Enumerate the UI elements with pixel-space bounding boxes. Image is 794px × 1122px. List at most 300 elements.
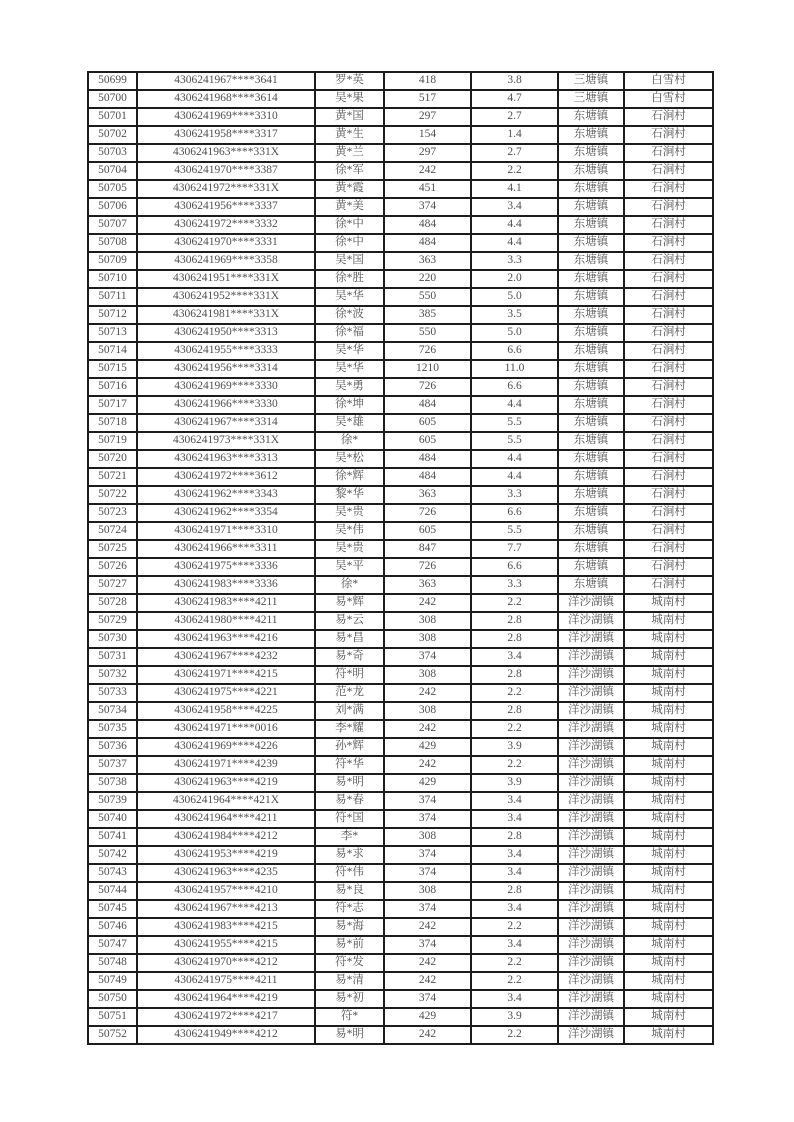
table-row xyxy=(88,846,713,864)
table-cell: 石涧村 xyxy=(624,432,713,450)
table-cell: 城南村 xyxy=(624,810,713,828)
table-cell: 洋沙湖镇 xyxy=(558,702,624,720)
table-cell: 3.4 xyxy=(471,648,558,666)
table-cell: 城南村 xyxy=(624,882,713,900)
table-cell: 4306241963****4216 xyxy=(137,630,315,648)
table-cell: 吴*雄 xyxy=(315,414,384,432)
table-cell: 黎*华 xyxy=(315,486,384,504)
table-cell: 50727 xyxy=(88,576,137,594)
table-cell: 550 xyxy=(384,288,471,306)
table-row xyxy=(88,954,713,972)
table-cell: 385 xyxy=(384,306,471,324)
table-cell: 242 xyxy=(384,594,471,612)
table-cell: 城南村 xyxy=(624,954,713,972)
table-cell: 东塘镇 xyxy=(558,144,624,162)
table-cell: 洋沙湖镇 xyxy=(558,954,624,972)
table-cell: 东塘镇 xyxy=(558,252,624,270)
table-cell: 3.4 xyxy=(471,810,558,828)
table-cell: 242 xyxy=(384,1026,471,1044)
table-row xyxy=(88,342,713,360)
table-cell: 东塘镇 xyxy=(558,360,624,378)
table-cell: 4306241983****4215 xyxy=(137,918,315,936)
table-cell: 吴*伟 xyxy=(315,522,384,540)
table-cell: 4306241973****331X xyxy=(137,432,315,450)
table-cell: 吴*果 xyxy=(315,90,384,108)
table-cell: 50742 xyxy=(88,846,137,864)
table-row xyxy=(88,666,713,684)
table-cell: 石涧村 xyxy=(624,144,713,162)
table-cell: 374 xyxy=(384,648,471,666)
table-cell: 4306241967****4232 xyxy=(137,648,315,666)
table-row xyxy=(88,108,713,126)
table-row xyxy=(88,702,713,720)
table-cell: 城南村 xyxy=(624,846,713,864)
table-cell: 50745 xyxy=(88,900,137,918)
table-cell: 2.2 xyxy=(471,972,558,990)
table-cell: 石涧村 xyxy=(624,414,713,432)
table-cell: 刘*满 xyxy=(315,702,384,720)
table-cell: 4.4 xyxy=(471,450,558,468)
table-cell: 吴*勇 xyxy=(315,378,384,396)
table-cell: 50733 xyxy=(88,684,137,702)
table-row xyxy=(88,612,713,630)
table-cell: 50738 xyxy=(88,774,137,792)
table-cell: 易*辉 xyxy=(315,594,384,612)
records-table-body xyxy=(88,72,713,1044)
table-cell: 2.7 xyxy=(471,144,558,162)
table-cell: 4306241967****4213 xyxy=(137,900,315,918)
table-cell: 363 xyxy=(384,252,471,270)
table-row xyxy=(88,216,713,234)
table-cell: 242 xyxy=(384,954,471,972)
table-cell: 洋沙湖镇 xyxy=(558,648,624,666)
table-cell: 429 xyxy=(384,1008,471,1026)
table-cell: 3.8 xyxy=(471,72,558,90)
table-row xyxy=(88,432,713,450)
table-cell: 3.4 xyxy=(471,846,558,864)
table-row xyxy=(88,990,713,1008)
table-cell: 石涧村 xyxy=(624,360,713,378)
table-row xyxy=(88,882,713,900)
table-cell: 2.2 xyxy=(471,162,558,180)
table-cell: 50709 xyxy=(88,252,137,270)
table-cell: 2.2 xyxy=(471,756,558,774)
table-cell: 50744 xyxy=(88,882,137,900)
table-cell: 50729 xyxy=(88,612,137,630)
table-cell: 4306241972****4217 xyxy=(137,1008,315,1026)
table-cell: 东塘镇 xyxy=(558,234,624,252)
table-cell: 484 xyxy=(384,450,471,468)
table-cell: 4306241949****4212 xyxy=(137,1026,315,1044)
table-cell: 石涧村 xyxy=(624,108,713,126)
table-row xyxy=(88,126,713,144)
table-cell: 50719 xyxy=(88,432,137,450)
table-row xyxy=(88,306,713,324)
table-cell: 4306241958****3317 xyxy=(137,126,315,144)
table-cell: 308 xyxy=(384,630,471,648)
table-cell: 605 xyxy=(384,414,471,432)
table-cell: 东塘镇 xyxy=(558,378,624,396)
table-cell: 石涧村 xyxy=(624,126,713,144)
table-cell: 4306241956****3337 xyxy=(137,198,315,216)
table-cell: 东塘镇 xyxy=(558,342,624,360)
table-cell: 易*奇 xyxy=(315,648,384,666)
table-cell: 4306241975****4211 xyxy=(137,972,315,990)
table-row xyxy=(88,720,713,738)
table-cell: 484 xyxy=(384,396,471,414)
table-cell: 城南村 xyxy=(624,702,713,720)
table-cell: 363 xyxy=(384,486,471,504)
table-cell: 4306241964****4219 xyxy=(137,990,315,1008)
table-cell: 4306241963****331X xyxy=(137,144,315,162)
table-cell: 4306241966****3330 xyxy=(137,396,315,414)
table-row xyxy=(88,252,713,270)
table-cell: 2.8 xyxy=(471,828,558,846)
table-cell: 4306241969****3330 xyxy=(137,378,315,396)
table-cell: 徐*坤 xyxy=(315,396,384,414)
table-cell: 4.4 xyxy=(471,234,558,252)
table-cell: 484 xyxy=(384,216,471,234)
table-cell: 3.9 xyxy=(471,774,558,792)
table-cell: 50703 xyxy=(88,144,137,162)
table-cell: 4306241970****3331 xyxy=(137,234,315,252)
table-cell: 429 xyxy=(384,738,471,756)
table-cell: 3.5 xyxy=(471,306,558,324)
table-cell: 50752 xyxy=(88,1026,137,1044)
table-cell: 易*海 xyxy=(315,918,384,936)
table-row xyxy=(88,414,713,432)
table-cell: 50708 xyxy=(88,234,137,252)
table-cell: 50706 xyxy=(88,198,137,216)
table-cell: 1210 xyxy=(384,360,471,378)
table-cell: 605 xyxy=(384,432,471,450)
table-cell: 城南村 xyxy=(624,612,713,630)
table-cell: 6.6 xyxy=(471,378,558,396)
table-cell: 50718 xyxy=(88,414,137,432)
table-row xyxy=(88,774,713,792)
table-row xyxy=(88,972,713,990)
table-cell: 城南村 xyxy=(624,666,713,684)
table-cell: 东塘镇 xyxy=(558,108,624,126)
table-cell: 城南村 xyxy=(624,792,713,810)
table-cell: 4306241967****3314 xyxy=(137,414,315,432)
table-cell: 4.7 xyxy=(471,90,558,108)
table-cell: 4306241981****331X xyxy=(137,306,315,324)
table-cell: 3.9 xyxy=(471,738,558,756)
table-cell: 东塘镇 xyxy=(558,504,624,522)
table-cell: 3.9 xyxy=(471,1008,558,1026)
table-cell: 50711 xyxy=(88,288,137,306)
table-cell: 东塘镇 xyxy=(558,558,624,576)
table-row xyxy=(88,558,713,576)
table-cell: 6.6 xyxy=(471,342,558,360)
table-cell: 50699 xyxy=(88,72,137,90)
table-cell: 符*国 xyxy=(315,810,384,828)
table-cell: 石涧村 xyxy=(624,378,713,396)
table-cell: 4306241980****4211 xyxy=(137,612,315,630)
table-row xyxy=(88,648,713,666)
table-cell: 50741 xyxy=(88,828,137,846)
table-row xyxy=(88,234,713,252)
table-cell: 726 xyxy=(384,504,471,522)
table-cell: 4.4 xyxy=(471,468,558,486)
table-cell: 吴*国 xyxy=(315,252,384,270)
table-cell: 东塘镇 xyxy=(558,162,624,180)
table-row xyxy=(88,180,713,198)
table-cell: 726 xyxy=(384,378,471,396)
table-cell: 城南村 xyxy=(624,990,713,1008)
table-cell: 297 xyxy=(384,144,471,162)
table-cell: 4306241972****3612 xyxy=(137,468,315,486)
table-cell: 黄*霞 xyxy=(315,180,384,198)
table-row xyxy=(88,288,713,306)
table-cell: 城南村 xyxy=(624,1026,713,1044)
table-cell: 4306241975****3336 xyxy=(137,558,315,576)
table-row xyxy=(88,900,713,918)
table-cell: 石涧村 xyxy=(624,288,713,306)
table-cell: 符*伟 xyxy=(315,864,384,882)
table-row xyxy=(88,396,713,414)
table-cell: 2.2 xyxy=(471,954,558,972)
table-cell: 东塘镇 xyxy=(558,126,624,144)
table-cell: 4306241956****3314 xyxy=(137,360,315,378)
table-row xyxy=(88,486,713,504)
table-cell: 符*华 xyxy=(315,756,384,774)
table-cell: 城南村 xyxy=(624,684,713,702)
table-cell: 徐*胜 xyxy=(315,270,384,288)
table-cell: 东塘镇 xyxy=(558,540,624,558)
table-cell: 黄*生 xyxy=(315,126,384,144)
table-cell: 374 xyxy=(384,792,471,810)
table-cell: 50702 xyxy=(88,126,137,144)
table-cell: 242 xyxy=(384,720,471,738)
table-cell: 东塘镇 xyxy=(558,486,624,504)
table-cell: 东塘镇 xyxy=(558,450,624,468)
table-cell: 城南村 xyxy=(624,918,713,936)
table-row xyxy=(88,576,713,594)
table-cell: 东塘镇 xyxy=(558,414,624,432)
table-cell: 石涧村 xyxy=(624,396,713,414)
table-cell: 吴*贵 xyxy=(315,504,384,522)
table-row xyxy=(88,828,713,846)
table-cell: 451 xyxy=(384,180,471,198)
table-cell: 2.7 xyxy=(471,108,558,126)
table-row xyxy=(88,936,713,954)
table-cell: 374 xyxy=(384,900,471,918)
table-cell: 242 xyxy=(384,756,471,774)
table-cell: 符*明 xyxy=(315,666,384,684)
table-cell: 2.8 xyxy=(471,612,558,630)
table-cell: 吴*贵 xyxy=(315,540,384,558)
table-cell: 50721 xyxy=(88,468,137,486)
table-cell: 50722 xyxy=(88,486,137,504)
table-cell: 东塘镇 xyxy=(558,288,624,306)
table-cell: 城南村 xyxy=(624,1008,713,1026)
table-cell: 李* xyxy=(315,828,384,846)
table-cell: 石涧村 xyxy=(624,504,713,522)
table-cell: 3.4 xyxy=(471,990,558,1008)
table-cell: 东塘镇 xyxy=(558,576,624,594)
table-cell: 5.5 xyxy=(471,432,558,450)
table-cell: 符* xyxy=(315,1008,384,1026)
table-cell: 50747 xyxy=(88,936,137,954)
table-cell: 石涧村 xyxy=(624,234,713,252)
table-cell: 城南村 xyxy=(624,864,713,882)
table-cell: 50730 xyxy=(88,630,137,648)
table-cell: 洋沙湖镇 xyxy=(558,612,624,630)
table-cell: 726 xyxy=(384,558,471,576)
table-cell: 374 xyxy=(384,846,471,864)
table-cell: 洋沙湖镇 xyxy=(558,990,624,1008)
table-cell: 石涧村 xyxy=(624,540,713,558)
table-cell: 308 xyxy=(384,882,471,900)
table-cell: 4306241962****3354 xyxy=(137,504,315,522)
table-cell: 484 xyxy=(384,234,471,252)
table-cell: 白雪村 xyxy=(624,90,713,108)
table-cell: 3.3 xyxy=(471,252,558,270)
table-cell: 城南村 xyxy=(624,720,713,738)
table-cell: 4306241969****3310 xyxy=(137,108,315,126)
table-cell: 4.4 xyxy=(471,216,558,234)
table-row xyxy=(88,198,713,216)
table-cell: 徐*波 xyxy=(315,306,384,324)
table-cell: 黄*美 xyxy=(315,198,384,216)
table-cell: 3.3 xyxy=(471,576,558,594)
table-cell: 50749 xyxy=(88,972,137,990)
table-cell: 洋沙湖镇 xyxy=(558,594,624,612)
table-cell: 11.0 xyxy=(471,360,558,378)
table-cell: 242 xyxy=(384,918,471,936)
table-cell: 城南村 xyxy=(624,972,713,990)
table-cell: 4306241975****4221 xyxy=(137,684,315,702)
table-cell: 4306241951****331X xyxy=(137,270,315,288)
table-cell: 易*清 xyxy=(315,972,384,990)
table-cell: 4306241963****4235 xyxy=(137,864,315,882)
table-row xyxy=(88,450,713,468)
table-cell: 洋沙湖镇 xyxy=(558,810,624,828)
table-cell: 4306241955****4215 xyxy=(137,936,315,954)
table-row xyxy=(88,468,713,486)
table-cell: 洋沙湖镇 xyxy=(558,774,624,792)
table-cell: 4306241958****4225 xyxy=(137,702,315,720)
table-cell: 429 xyxy=(384,774,471,792)
table-cell: 易*云 xyxy=(315,612,384,630)
table-cell: 2.8 xyxy=(471,666,558,684)
table-cell: 石涧村 xyxy=(624,486,713,504)
table-cell: 2.2 xyxy=(471,1026,558,1044)
table-cell: 易*求 xyxy=(315,846,384,864)
table-cell: 242 xyxy=(384,684,471,702)
table-cell: 4306241971****4239 xyxy=(137,756,315,774)
table-cell: 242 xyxy=(384,162,471,180)
table-cell: 4306241957****4210 xyxy=(137,882,315,900)
table-cell: 50748 xyxy=(88,954,137,972)
table-cell: 50716 xyxy=(88,378,137,396)
table-cell: 50707 xyxy=(88,216,137,234)
table-row xyxy=(88,270,713,288)
table-cell: 50736 xyxy=(88,738,137,756)
table-cell: 4306241970****3387 xyxy=(137,162,315,180)
table-cell: 石涧村 xyxy=(624,324,713,342)
table-cell: 50710 xyxy=(88,270,137,288)
table-row xyxy=(88,540,713,558)
table-cell: 50739 xyxy=(88,792,137,810)
table-cell: 50732 xyxy=(88,666,137,684)
table-cell: 2.8 xyxy=(471,882,558,900)
table-cell: 符*发 xyxy=(315,954,384,972)
table-cell: 50715 xyxy=(88,360,137,378)
table-cell: 东塘镇 xyxy=(558,432,624,450)
table-cell: 50723 xyxy=(88,504,137,522)
table-cell: 石涧村 xyxy=(624,216,713,234)
table-cell: 4306241971****3310 xyxy=(137,522,315,540)
table-cell: 东塘镇 xyxy=(558,522,624,540)
table-cell: 50714 xyxy=(88,342,137,360)
table-cell: 徐* xyxy=(315,576,384,594)
table-cell: 罗*英 xyxy=(315,72,384,90)
table-cell: 石涧村 xyxy=(624,162,713,180)
table-cell: 4.4 xyxy=(471,396,558,414)
table-cell: 50735 xyxy=(88,720,137,738)
table-cell: 洋沙湖镇 xyxy=(558,846,624,864)
table-cell: 城南村 xyxy=(624,756,713,774)
table-cell: 石涧村 xyxy=(624,342,713,360)
table-cell: 242 xyxy=(384,972,471,990)
table-cell: 城南村 xyxy=(624,630,713,648)
table-cell: 4306241983****3336 xyxy=(137,576,315,594)
table-cell: 洋沙湖镇 xyxy=(558,882,624,900)
table-cell: 4306241966****3311 xyxy=(137,540,315,558)
table-cell: 4306241955****3333 xyxy=(137,342,315,360)
table-cell: 易*前 xyxy=(315,936,384,954)
table-cell: 吴*平 xyxy=(315,558,384,576)
table-cell: 50743 xyxy=(88,864,137,882)
table-cell: 黄*国 xyxy=(315,108,384,126)
table-cell: 374 xyxy=(384,810,471,828)
table-cell: 4306241984****4212 xyxy=(137,828,315,846)
table-cell: 易*春 xyxy=(315,792,384,810)
table-cell: 4306241950****3313 xyxy=(137,324,315,342)
table-cell: 4306241983****4211 xyxy=(137,594,315,612)
table-cell: 东塘镇 xyxy=(558,324,624,342)
table-cell: 4306241971****0016 xyxy=(137,720,315,738)
table-row xyxy=(88,918,713,936)
table-cell: 50705 xyxy=(88,180,137,198)
table-cell: 石涧村 xyxy=(624,522,713,540)
table-cell: 石涧村 xyxy=(624,180,713,198)
table-cell: 50750 xyxy=(88,990,137,1008)
table-cell: 7.7 xyxy=(471,540,558,558)
table-cell: 4306241969****4226 xyxy=(137,738,315,756)
table-cell: 3.4 xyxy=(471,198,558,216)
table-cell: 4306241952****331X xyxy=(137,288,315,306)
table-cell: 洋沙湖镇 xyxy=(558,972,624,990)
table-cell: 城南村 xyxy=(624,900,713,918)
table-cell: 4306241972****3332 xyxy=(137,216,315,234)
table-cell: 50720 xyxy=(88,450,137,468)
table-cell: 洋沙湖镇 xyxy=(558,1026,624,1044)
table-cell: 50751 xyxy=(88,1008,137,1026)
table-cell: 东塘镇 xyxy=(558,270,624,288)
table-cell: 东塘镇 xyxy=(558,216,624,234)
table-cell: 50726 xyxy=(88,558,137,576)
table-cell: 徐*军 xyxy=(315,162,384,180)
table-row xyxy=(88,738,713,756)
table-cell: 418 xyxy=(384,72,471,90)
table-cell: 4306241968****3614 xyxy=(137,90,315,108)
table-cell: 吴*华 xyxy=(315,288,384,306)
table-cell: 50704 xyxy=(88,162,137,180)
